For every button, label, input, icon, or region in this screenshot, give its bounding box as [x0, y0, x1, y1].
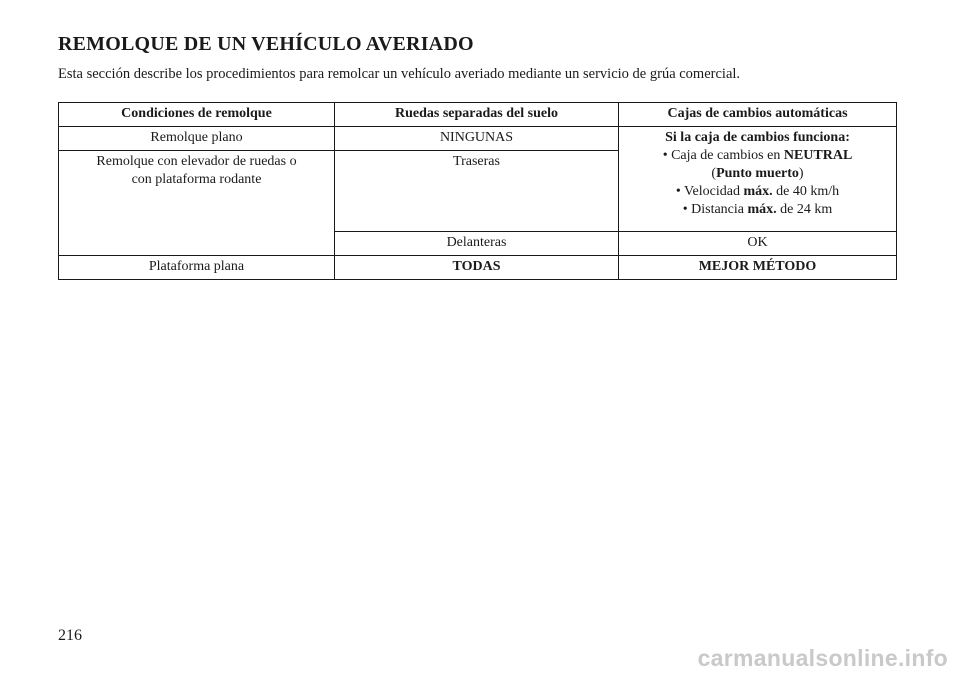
cell-condition-flatbed: Plataforma plana	[59, 256, 335, 280]
section-heading: REMOLQUE DE UN VEHÍCULO AVERIADO	[58, 33, 474, 55]
intro-paragraph: Esta sección describe los procedimientos para remolcar un vehículo averiado mediante un servicio de grúa comercial.	[58, 66, 741, 82]
table-row	[59, 256, 897, 280]
cell-condition-wheel-lift: Remolque con elevador de ruedas o con plataforma rodante	[59, 151, 335, 256]
cell-transmission-note	[619, 127, 897, 232]
header-towing-conditions: Condiciones de remolque	[59, 103, 335, 127]
header-automatic-transmissions: Cajas de cambios automáticas	[619, 103, 897, 127]
page-number: 216	[58, 627, 82, 644]
cell-best-method: MEJOR MÉTODO	[619, 256, 897, 280]
cell-wheels-none: NINGUNAS	[335, 127, 619, 151]
cell-condition-flat-tow: Remolque plano	[59, 127, 335, 151]
table-header-row	[59, 103, 897, 127]
note-distance-line: • Distancia máx. de 24 km	[682, 202, 833, 217]
note-gear-line: • Caja de cambios en NEUTRAL	[662, 148, 853, 163]
cell-wheels-front: Delanteras	[335, 232, 619, 256]
header-wheels-off-ground: Ruedas separadas del suelo	[335, 103, 619, 127]
towing-table	[58, 102, 897, 280]
watermark: carmanualsonline.info	[697, 645, 948, 671]
note-title: Si la caja de cambios funciona:	[665, 130, 850, 145]
cell-wheels-rear: Traseras	[335, 151, 619, 232]
note-speed-line: • Velocidad máx. de 40 km/h	[675, 184, 840, 199]
cell-front-ok: OK	[619, 232, 897, 256]
cell-wheels-all: TODAS	[335, 256, 619, 280]
note-gear-paren: (Punto muerto)	[711, 166, 804, 181]
table-row	[59, 127, 897, 151]
